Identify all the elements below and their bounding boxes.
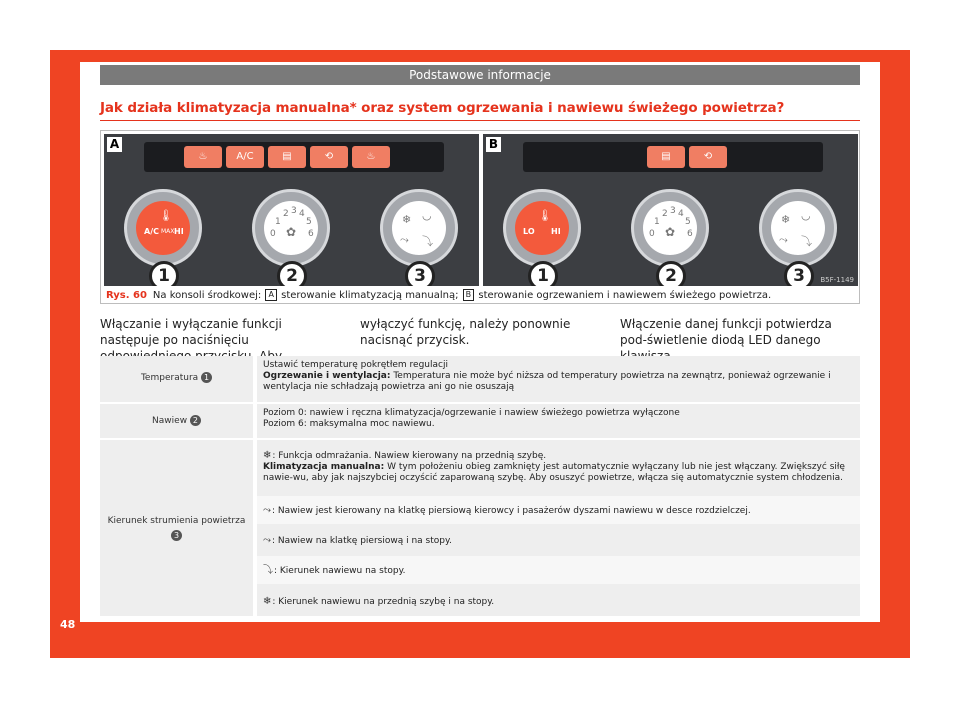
- recirculation-button-b: ⟲: [689, 146, 727, 168]
- intro-col-2: wyłączyć funkcję, należy ponownie nacisnąć przycisk.: [360, 317, 571, 347]
- row1-number: 1: [201, 372, 212, 383]
- table-row-fan: [100, 404, 860, 438]
- knob-hi-label: HI: [174, 227, 184, 236]
- fan-icon-b: ✿: [665, 225, 676, 239]
- temperature-knob-a: [124, 189, 202, 267]
- row3-a1: : Funkcja odmrażania. Nawiew kierowany na przednią szybę.: [272, 451, 547, 461]
- intro-col-3: Włączenie danej funkcji potwierdza pod-świetlenie diodą LED danego: [620, 317, 832, 347]
- row2-line-2: Poziom 6: maksymalna moc nawiewu.: [263, 419, 435, 429]
- callout-1-b: 1: [528, 261, 558, 286]
- fan-scale-b-6: 6: [687, 229, 693, 239]
- fan-scale-b-1: 1: [654, 217, 660, 227]
- windscreen-feet-icon: ❄: [263, 596, 272, 607]
- row-label-temperature: [100, 356, 253, 402]
- callout-3-a: 3: [405, 261, 435, 286]
- defrost-icon-b: ❄: [781, 213, 791, 226]
- panel-a-manual-ac: [104, 134, 479, 286]
- section-header: Podstawowe informacje: [100, 65, 860, 85]
- fan-scale-6: 6: [308, 229, 314, 239]
- fan-scale-b-2: 2: [662, 209, 668, 219]
- caption-letter-a: A: [265, 289, 276, 301]
- airflow-feet: [257, 556, 860, 584]
- row3-b: : Nawiew jest kierowany na klatkę piersiową kierowcy i pasażerów dyszami nawiewu w desce rozdzielczej.: [272, 506, 751, 516]
- ac-button: A/C: [226, 146, 264, 168]
- seat-heat-left-button: ♨: [184, 146, 222, 168]
- knob-ac-max-label: MAX: [161, 228, 175, 235]
- row3-e: : Kierunek nawiewu na przednią szybę i na stopy.: [272, 597, 495, 607]
- row-label-fan: [100, 404, 253, 438]
- airflow-defrost: [257, 442, 860, 494]
- face-vent-icon-b: ⤳: [779, 233, 788, 246]
- caption-part-1: Na konsoli środkowej:: [152, 290, 262, 301]
- foot-vent-icon: ⤵: [422, 235, 433, 248]
- row1-text: Temperatura nie może być niższa od temperatury powietrza na zewnątrz, ponieważ ogrzewanie i wentylacja nie schładzają powietrza ani go nie osuszają: [263, 371, 831, 392]
- airflow-knob-b: [759, 189, 837, 267]
- row-label-airflow: [100, 440, 253, 616]
- row3-number: 3: [171, 530, 182, 541]
- row3-a2: W tym położeniu obieg zamknięty jest automatycznie wyłączany lub nie jest włączany. Zwiększyć siłę nawie-wu, aby jak najszybciej oczyścić zaparowaną szybę. Aby osuszyć powietrze, włącza się automatycznie system chłodzenia.: [263, 462, 845, 483]
- row1-label: Temperatura: [140, 373, 199, 383]
- row2-number: 2: [190, 415, 201, 426]
- caption-part-3: sterowanie ogrzewaniem i nawiewem świeżego powietrza.: [478, 290, 772, 301]
- row2-line-1: Poziom 0: nawiew i ręczna klimatyzacja/ogrzewanie i nawiew świeżego powietrza wyłączone: [263, 408, 680, 418]
- row2-description: [257, 404, 858, 434]
- fan-scale-5: 5: [306, 217, 312, 227]
- windscreen-icon-b: ◡: [801, 209, 811, 222]
- foot-vent-icon-table: ⤵: [263, 565, 273, 576]
- airflow-windscreen-feet: [257, 586, 860, 616]
- table-row-temperature: [100, 356, 860, 402]
- title-divider: [100, 120, 860, 121]
- fan-scale-b-4: 4: [678, 209, 684, 219]
- row3-a-bold: Klimatyzacja manualna:: [263, 462, 385, 472]
- caption-part-2: sterowanie klimatyzacją manualną;: [281, 290, 459, 301]
- rear-defrost-button-b: ▤: [647, 146, 685, 168]
- row2-label: Nawiew: [152, 416, 188, 426]
- row1-line-1: Ustawić temperaturę pokrętłem regulacji: [263, 360, 448, 370]
- callout-3-b: 3: [784, 261, 814, 286]
- knob-lo-label: LO: [523, 227, 535, 236]
- fan-scale-b-5: 5: [685, 217, 691, 227]
- row1-bold: Ogrzewanie i wentylacja:: [263, 371, 391, 381]
- face-vent-icon-table: ⤳: [263, 505, 271, 516]
- recirculation-button: ⟲: [310, 146, 348, 168]
- windscreen-icon: ◡: [422, 209, 432, 222]
- fan-scale-0: 0: [270, 229, 276, 239]
- panel-a-letter: A: [107, 137, 122, 152]
- button-strip-a: [144, 142, 444, 172]
- caption-letter-b: B: [463, 289, 475, 301]
- fan-scale-4: 4: [299, 209, 305, 219]
- callout-1-a: 1: [149, 261, 179, 286]
- panel-b-heating: [483, 134, 858, 286]
- row3-d: : Kierunek nawiewu na stopy.: [274, 566, 406, 576]
- callout-2-b: 2: [656, 261, 686, 286]
- callout-2-a: 2: [277, 261, 307, 286]
- figure-60: [100, 130, 860, 304]
- thermometer-icon-b: 🌡: [538, 209, 552, 222]
- rear-defrost-button: ▤: [268, 146, 306, 168]
- airflow-dashboard: [257, 496, 860, 524]
- fan-knob-b: [631, 189, 709, 267]
- chest-feet-icon: ⤳: [263, 535, 271, 546]
- button-strip-b: [523, 142, 823, 172]
- panel-b-letter: B: [486, 137, 501, 152]
- foot-vent-icon-b: ⤵: [801, 235, 812, 248]
- fan-scale-1: 1: [275, 217, 281, 227]
- defrost-icon-table: ❄: [263, 450, 272, 461]
- seat-heat-right-button: ♨: [352, 146, 390, 168]
- figure-caption: [106, 289, 771, 301]
- fan-icon: ✿: [286, 225, 297, 239]
- airflow-chest-feet: [257, 526, 860, 554]
- row3-label: Kierunek strumienia powietrza: [107, 516, 246, 526]
- knob-ac-label: A/C: [144, 227, 159, 236]
- knob-hi-label-b: HI: [551, 227, 561, 236]
- row3-c: : Nawiew na klatkę piersiową i na stopy.: [272, 536, 452, 546]
- thermometer-icon: 🌡: [159, 209, 173, 222]
- face-vent-icon: ⤳: [400, 233, 409, 246]
- caption-label: Rys. 60: [106, 290, 147, 301]
- fan-knob-a: [252, 189, 330, 267]
- page-number: 48: [60, 618, 76, 631]
- defrost-icon: ❄: [402, 213, 412, 226]
- airflow-knob-a: [380, 189, 458, 267]
- page-title: Jak działa klimatyzacja manualna* oraz system ogrzewania i nawiewu świeżego powietrza?: [100, 100, 785, 116]
- temperature-knob-b: [503, 189, 581, 267]
- figure-code: B5F-1149: [820, 276, 854, 284]
- fan-scale-3: 3: [291, 206, 297, 216]
- fan-scale-2: 2: [283, 209, 289, 219]
- intro-col-1: Włączanie i wyłączanie funkcji następuje po naciśnięciu: [100, 317, 282, 347]
- fan-scale-b-3: 3: [670, 206, 676, 216]
- fan-scale-b-0: 0: [649, 229, 655, 239]
- row1-description: [257, 356, 858, 397]
